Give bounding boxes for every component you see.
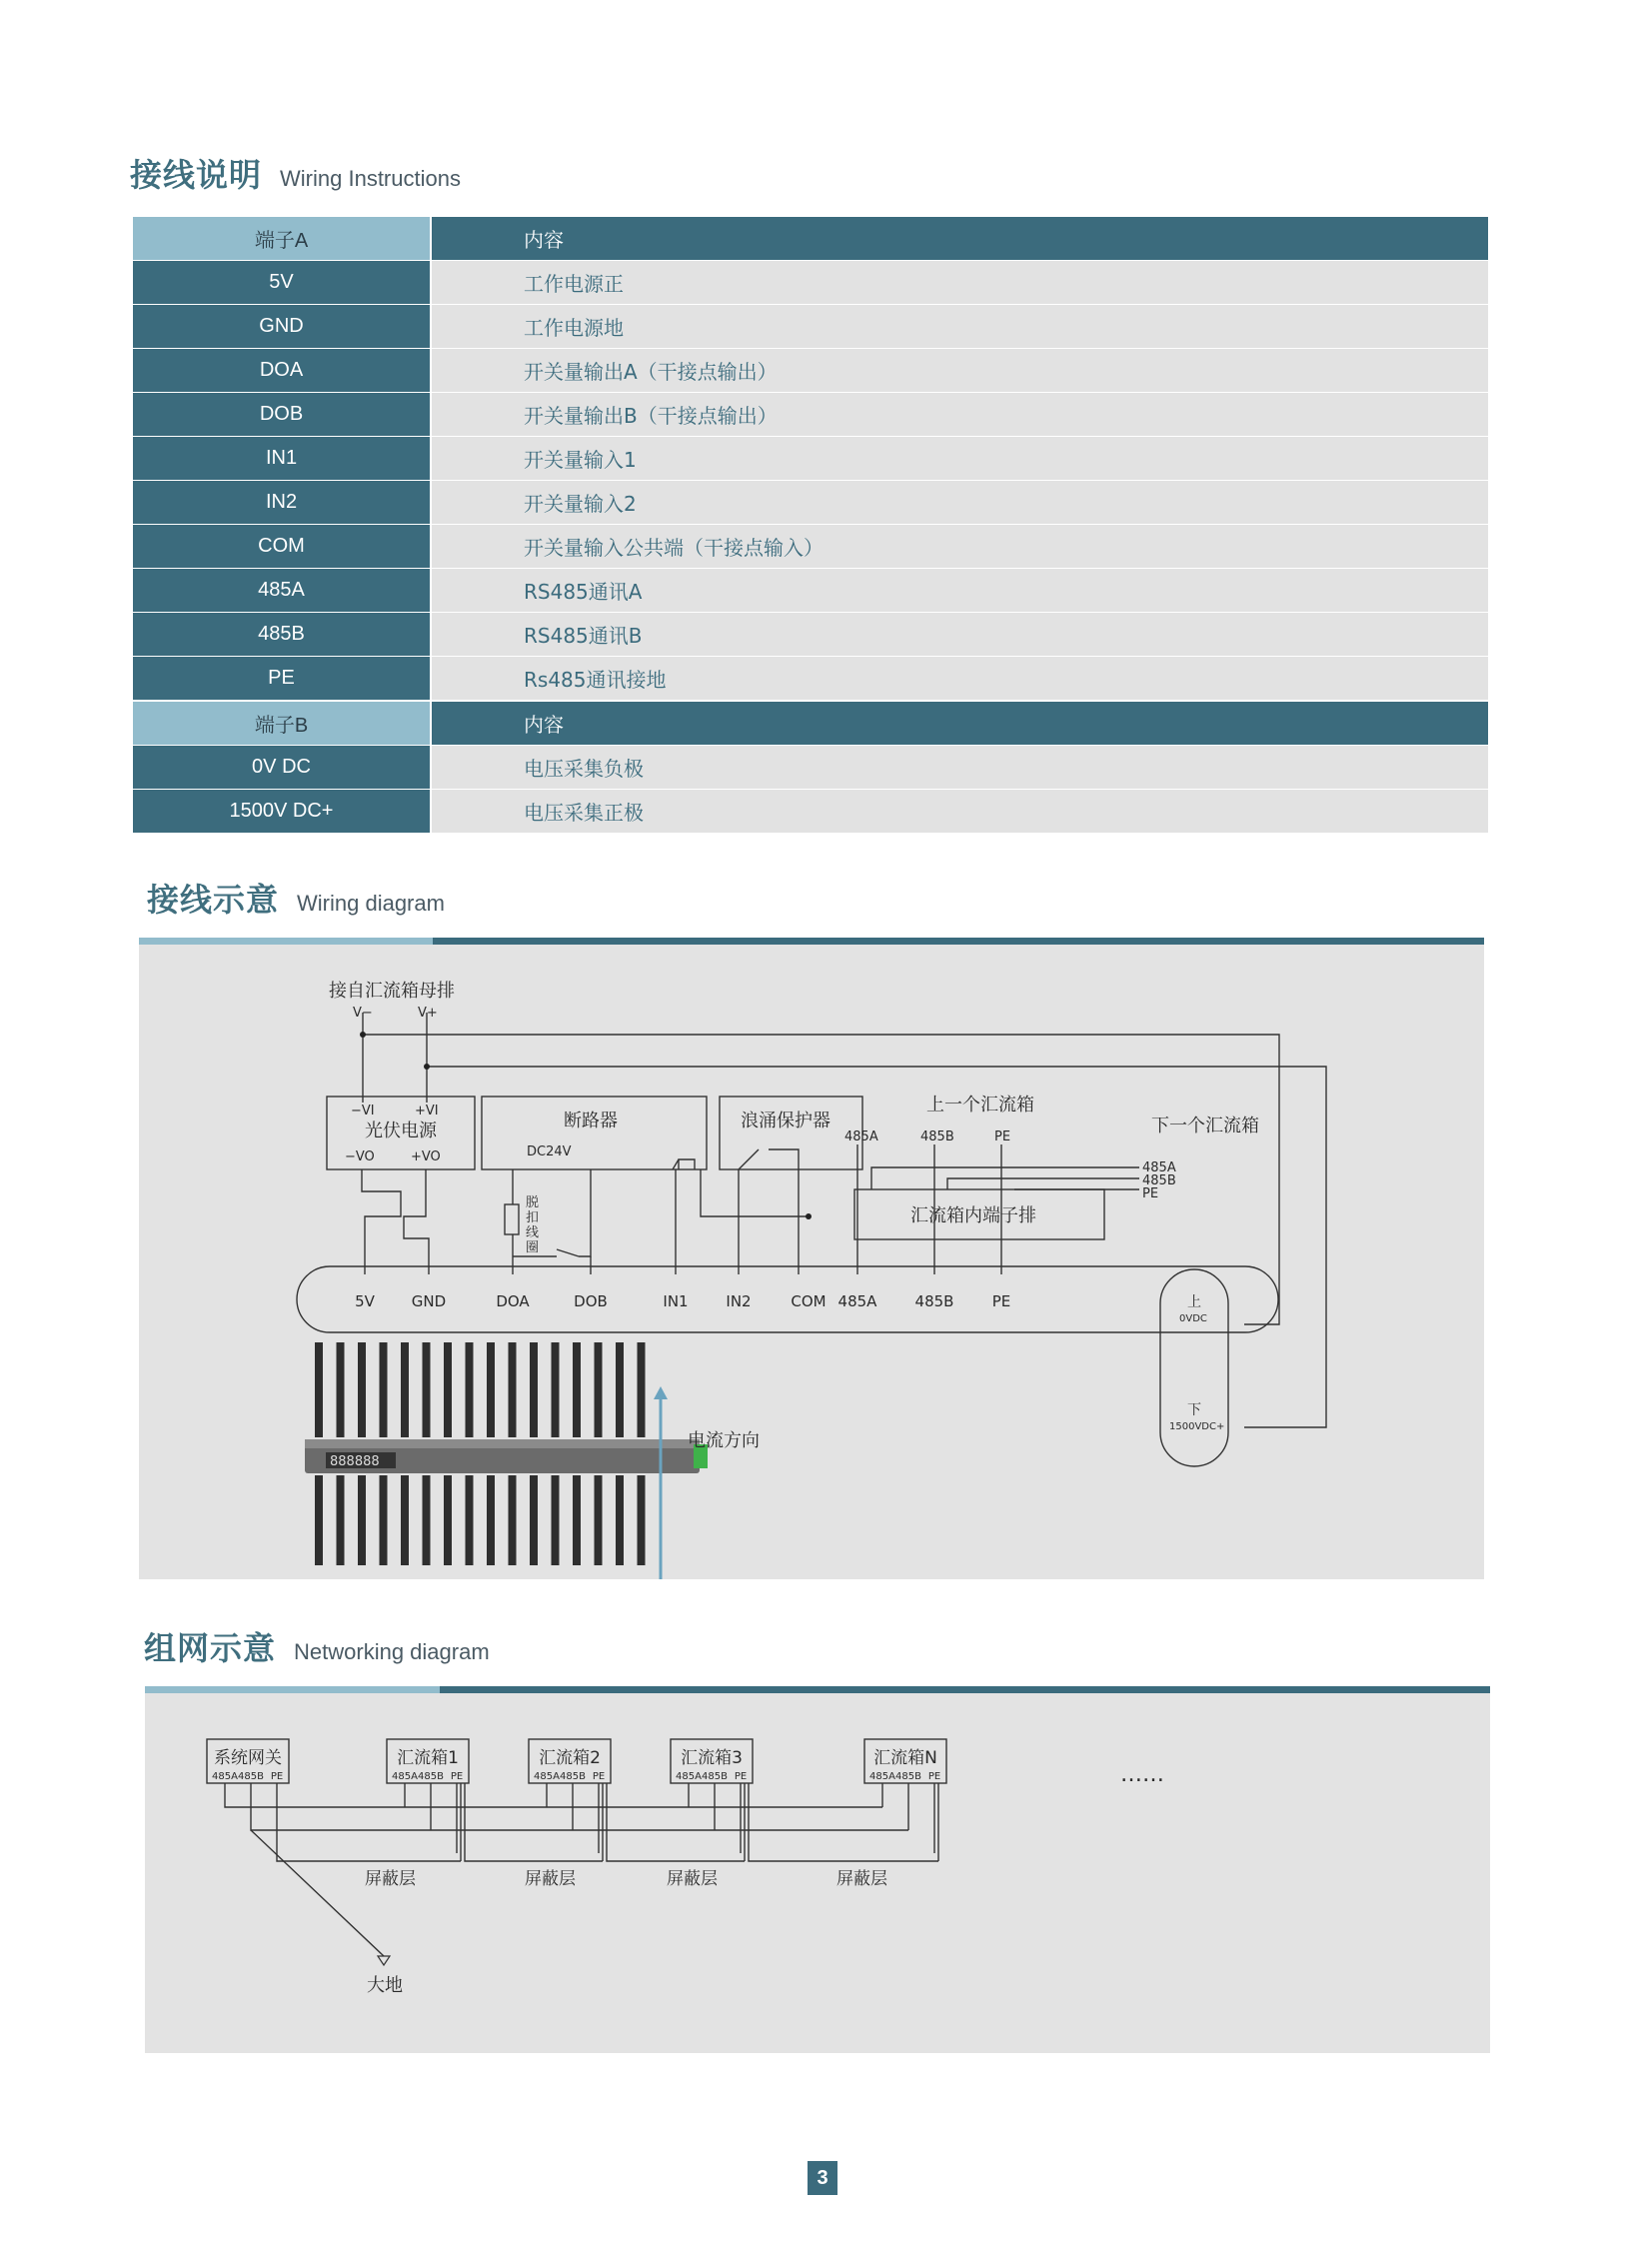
- port-label: 485A: [392, 1771, 418, 1782]
- device-pin: [466, 1475, 474, 1565]
- port-label: 485A: [212, 1771, 238, 1782]
- section-bar-light: [139, 938, 433, 945]
- table-row: [133, 569, 1488, 613]
- wiring-diagram-panel: [139, 945, 1484, 1579]
- device-pin: [509, 1475, 517, 1565]
- trip-coil-1: 脱: [526, 1195, 540, 1210]
- device-pin: [530, 1475, 538, 1565]
- header-terminal: 端子B: [133, 702, 431, 746]
- terminal-label: DOA: [496, 1292, 530, 1310]
- shield-label: 屏蔽层: [836, 1869, 887, 1889]
- terminal-cell: 5V: [133, 261, 431, 305]
- wiring-diagram-title: [147, 875, 445, 921]
- content-cell: 开关量输出B（干接点输出）: [431, 393, 1488, 437]
- networking-diagram-panel: [145, 1693, 1490, 2053]
- terminal-cell: DOA: [133, 349, 431, 393]
- vi-minus-label: −VI: [351, 1104, 375, 1119]
- terminal-cell: GND: [133, 305, 431, 349]
- terminal-label: 5V: [355, 1292, 375, 1310]
- prev-485a: 485A: [844, 1129, 878, 1144]
- prev-pe: PE: [994, 1129, 1011, 1144]
- content-cell: 工作电源正: [431, 261, 1488, 305]
- device-pin: [616, 1475, 624, 1565]
- trip-coil-2: 扣: [526, 1210, 540, 1225]
- terminal-label: DOB: [574, 1292, 608, 1310]
- table-row: [133, 393, 1488, 437]
- device-pin: [573, 1475, 581, 1565]
- device-pin: [552, 1342, 560, 1437]
- device-pin: [401, 1475, 409, 1565]
- network-node: [671, 1739, 753, 1783]
- v-minus-label: V−: [353, 1006, 373, 1021]
- device-pin: [638, 1475, 646, 1565]
- device-pin: [401, 1342, 409, 1437]
- node-label: 汇流箱2: [539, 1748, 601, 1768]
- surge-label: 浪涌保护器: [741, 1111, 830, 1131]
- networking-diagram-title: [144, 1623, 490, 1669]
- node-label: 汇流箱3: [681, 1748, 743, 1768]
- device-pin: [552, 1475, 560, 1565]
- network-node: [207, 1739, 289, 1783]
- terminal-cell: 485B: [133, 613, 431, 657]
- device-pin: [358, 1475, 366, 1565]
- table-row: [133, 657, 1488, 701]
- next-485b: 485B: [1142, 1173, 1176, 1188]
- node-label: 系统网关: [214, 1748, 282, 1768]
- section-bar-dark: [440, 1686, 1490, 1693]
- device-pin: [380, 1475, 388, 1565]
- section-title-cn: 组网示意: [144, 1629, 277, 1667]
- device-pin: [358, 1342, 366, 1437]
- table-row: [133, 437, 1488, 481]
- terminal-label: COM: [791, 1292, 826, 1310]
- pv-power-label: 光伏电源: [365, 1121, 437, 1141]
- terminal-a-table: [133, 217, 1488, 701]
- port-label: PE: [734, 1771, 748, 1782]
- terminal-label: 485B: [914, 1292, 954, 1310]
- device-illustration: [305, 1342, 708, 1579]
- terminal-label: IN1: [663, 1292, 689, 1310]
- table-row: [133, 349, 1488, 393]
- port-label: 485B: [702, 1771, 728, 1782]
- device-pin: [595, 1475, 603, 1565]
- device-pin: [337, 1475, 345, 1565]
- wiring-diagram-svg: [139, 945, 1484, 1579]
- header-terminal: 端子A: [133, 217, 431, 261]
- terminal-cell: IN2: [133, 481, 431, 525]
- node-label: 汇流箱1: [397, 1748, 459, 1768]
- content-cell: 开关量输出A（干接点输出）: [431, 349, 1488, 393]
- device-pin: [487, 1342, 495, 1437]
- next-pe: PE: [1142, 1186, 1159, 1201]
- device-pin: [444, 1342, 452, 1437]
- table-row: [133, 613, 1488, 657]
- network-node: [387, 1739, 469, 1783]
- device-pin: [530, 1342, 538, 1437]
- device-pin: [616, 1342, 624, 1437]
- content-cell: 开关量输入2: [431, 481, 1488, 525]
- device-pin: [315, 1342, 323, 1437]
- network-node: [529, 1739, 611, 1783]
- table-row: [133, 305, 1488, 349]
- device-pin: [380, 1342, 388, 1437]
- vo-minus-label: −VO: [345, 1149, 375, 1164]
- header-content: 内容: [431, 702, 1488, 746]
- port-label: 485A: [676, 1771, 702, 1782]
- table-row: [133, 481, 1488, 525]
- table-header-row: [133, 702, 1488, 746]
- port-label: 485B: [560, 1771, 586, 1782]
- content-cell: 开关量输入公共端（干接点输入）: [431, 525, 1488, 569]
- header-content: 内容: [431, 217, 1488, 261]
- section-title-en: Wiring diagram: [297, 891, 445, 916]
- content-cell: 电压采集负极: [431, 746, 1488, 790]
- terminal-cell: PE: [133, 657, 431, 701]
- prev-485b: 485B: [920, 1129, 954, 1144]
- terminal-cell: 485A: [133, 569, 431, 613]
- device-pin: [444, 1475, 452, 1565]
- vo-plus-label: +VO: [411, 1149, 441, 1164]
- networking-diagram-svg: [145, 1693, 1490, 2053]
- terminal-label: PE: [991, 1292, 1011, 1310]
- table-row: [133, 525, 1488, 569]
- content-cell: RS485通讯B: [431, 613, 1488, 657]
- vi-plus-label: +VI: [415, 1104, 439, 1119]
- busbar-label: 接自汇流箱母排: [329, 981, 455, 1002]
- side-bottom-cn: 下: [1187, 1402, 1201, 1418]
- port-label: 485B: [418, 1771, 444, 1782]
- table-header-row: [133, 217, 1488, 261]
- terminal-label: 485A: [837, 1292, 877, 1310]
- content-cell: 工作电源地: [431, 305, 1488, 349]
- section-bar-dark: [433, 938, 1484, 945]
- network-node: [864, 1739, 946, 1783]
- page-number: 3: [808, 2161, 837, 2195]
- terminal-label: GND: [411, 1292, 447, 1310]
- terminal-cell: 1500V DC+: [133, 790, 431, 834]
- device-pin: [337, 1342, 345, 1437]
- earth-label: 大地: [367, 1975, 403, 1996]
- device-pin: [487, 1475, 495, 1565]
- side-top-cn: 上: [1187, 1294, 1201, 1310]
- device-pin: [573, 1342, 581, 1437]
- port-label: PE: [450, 1771, 464, 1782]
- breaker-label: 断路器: [564, 1111, 618, 1131]
- device-pin: [423, 1342, 431, 1437]
- v-plus-label: V+: [418, 1006, 438, 1021]
- ellipsis: ……: [1120, 1762, 1164, 1787]
- node-label: 汇流箱N: [873, 1748, 937, 1768]
- section-title-en: Networking diagram: [294, 1639, 490, 1664]
- port-label: PE: [927, 1771, 941, 1782]
- port-label: PE: [592, 1771, 606, 1782]
- device-pin: [595, 1342, 603, 1437]
- terminal-cell: IN1: [133, 437, 431, 481]
- content-cell: RS485通讯A: [431, 569, 1488, 613]
- section-title-cn: 接线示意: [147, 881, 280, 919]
- table-row: [133, 261, 1488, 305]
- terminal-label: IN2: [726, 1292, 752, 1310]
- trip-coil-4: 圈: [526, 1240, 540, 1255]
- shield-label: 屏蔽层: [525, 1869, 576, 1889]
- terminal-b-table: [133, 702, 1488, 834]
- device-pin: [423, 1475, 431, 1565]
- prev-box-label: 上一个汇流箱: [926, 1095, 1034, 1116]
- shield-label: 屏蔽层: [365, 1869, 416, 1889]
- content-cell: 开关量输入1: [431, 437, 1488, 481]
- content-cell: 电压采集正极: [431, 790, 1488, 834]
- terminal-cell: 0V DC: [133, 746, 431, 790]
- device-pin: [509, 1342, 517, 1437]
- port-label: PE: [270, 1771, 284, 1782]
- section-title-cn: 接线说明: [130, 156, 263, 194]
- section-bar-light: [145, 1686, 440, 1693]
- device-display: 888888: [330, 1454, 380, 1469]
- side-bottom-en: 1500VDC+: [1169, 1421, 1225, 1432]
- trip-coil-3: 线: [526, 1225, 540, 1240]
- table-row: [133, 790, 1488, 834]
- side-top-en: 0VDC: [1179, 1313, 1207, 1324]
- wiring-instructions-title: [130, 150, 461, 196]
- port-label: 485A: [534, 1771, 560, 1782]
- next-485a: 485A: [1142, 1160, 1176, 1175]
- terminal-row-label: 汇流箱内端子排: [910, 1205, 1036, 1226]
- device-pin: [315, 1475, 323, 1565]
- current-direction-label: 电流方向: [688, 1430, 760, 1451]
- terminal-cell: DOB: [133, 393, 431, 437]
- device-pin: [638, 1342, 646, 1437]
- device-pin: [466, 1342, 474, 1437]
- section-title-en: Wiring Instructions: [280, 166, 461, 191]
- port-label: 485B: [895, 1771, 921, 1782]
- next-box-label: 下一个汇流箱: [1151, 1116, 1259, 1136]
- terminal-cell: COM: [133, 525, 431, 569]
- table-row: [133, 746, 1488, 790]
- content-cell: Rs485通讯接地: [431, 657, 1488, 701]
- port-label: 485B: [238, 1771, 264, 1782]
- shield-label: 屏蔽层: [667, 1869, 718, 1889]
- dc24v-label: DC24V: [527, 1144, 572, 1159]
- port-label: 485A: [869, 1771, 895, 1782]
